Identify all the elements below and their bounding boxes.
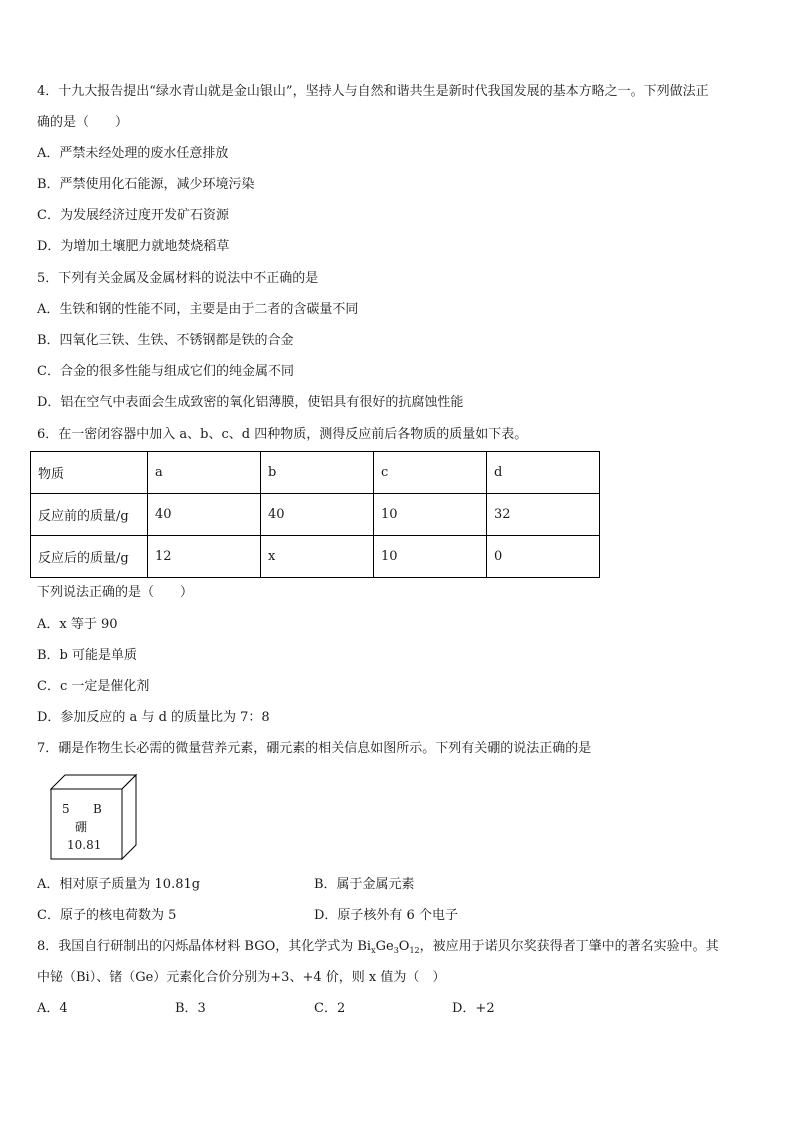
q8-option-b: B．3 (175, 1001, 206, 1016)
q8-ge: Ge (375, 939, 394, 954)
q7-option-b: B．属于金属元素 (314, 877, 415, 892)
q8-o: O (398, 939, 410, 954)
q6-stem: 6．在一密闭容器中加入 a、b、c、d 四种物质，测得反应前后各物质的质量如下表。 (37, 427, 528, 442)
q6-option-c: C．c 一定是催化剂 (37, 679, 150, 694)
q8-option-a: A．4 (37, 1001, 68, 1016)
q8-subscript-x: x (371, 946, 376, 955)
table-cell: c (374, 452, 487, 494)
q4-stem-line2: 确的是（ ） (37, 115, 129, 130)
q8-stem-line1 (37, 938, 719, 960)
table-cell: b (261, 452, 374, 494)
table-cell: 32 (487, 494, 600, 536)
q8-subscript-3: 3 (393, 946, 399, 955)
q7-option-a: A．相对原子质量为 10.81g (37, 877, 201, 892)
q8-option-d: D．+2 (452, 1001, 495, 1016)
table-cell: a (148, 452, 261, 494)
table-cell: 12 (148, 536, 261, 578)
table-row (31, 536, 600, 578)
table-cell: 反应后的质量/g (31, 536, 148, 578)
q8-stem-line2: 中铋（Bi）、锗（Ge）元素化合价分别为+3、+4 价，则 x 值为（ ） (37, 970, 446, 985)
q6-option-d: D．参加反应的 a 与 d 的质量比为 7：8 (37, 710, 270, 725)
table-cell: 反应前的质量/g (31, 494, 148, 536)
q4-option-a: A．严禁未经处理的废水任意排放 (37, 146, 229, 161)
q7-option-d: D．原子核外有 6 个电子 (314, 908, 458, 923)
q8-option-c: C．2 (314, 1001, 346, 1016)
q4-stem-line1: 4．十九大报告提出“绿水青山就是金山银山”，坚持人与自然和谐共生是新时代我国发展的基本方略之一。下列做法正 (37, 84, 709, 99)
q6-ask: 下列说法正确的是（ ） (37, 585, 194, 600)
table-cell: 40 (148, 494, 261, 536)
q7-option-c: C．原子的核电荷数为 5 (37, 908, 177, 923)
table-cell: 10 (374, 494, 487, 536)
table-cell: d (487, 452, 600, 494)
q4-option-c: C．为发展经济过度开发矿石资源 (37, 208, 229, 223)
table-cell: 10 (374, 536, 487, 578)
q4-option-d: D．为增加土壤肥力就地焚烧稻草 (37, 239, 230, 254)
element-number: 5 (62, 802, 70, 816)
mass-table (30, 451, 600, 578)
element-mass: 10.81 (67, 838, 102, 852)
element-cube (48, 773, 138, 863)
q8-stem-post: ，被应用于诺贝尔奖获得者丁肇中的著名实验中。其 (419, 939, 719, 954)
table-cell: 物质 (31, 452, 148, 494)
table-cell: 40 (261, 494, 374, 536)
q5-option-d: D．铝在空气中表面会生成致密的氧化铝薄膜，使铝具有很好的抗腐蚀性能 (37, 395, 464, 410)
q6-option-b: B．b 可能是单质 (37, 648, 138, 663)
q5-option-a: A．生铁和钢的性能不同，主要是由于二者的含碳量不同 (37, 302, 359, 317)
q5-option-c: C．合金的很多性能与组成它们的纯金属不同 (37, 364, 294, 379)
q5-stem: 5．下列有关金属及金属材料的说法中不正确的是 (37, 271, 319, 286)
table-cell: 0 (487, 536, 600, 578)
q7-stem: 7．硼是作物生长必需的微量营养元素，硼元素的相关信息如图所示。下列有关硼的说法正确的是 (37, 741, 592, 756)
q6-option-a: A．x 等于 90 (37, 617, 118, 632)
q8-stem-pre: 8．我国自行研制出的闪烁晶体材料 BGO，其化学式为 Bi (37, 939, 372, 954)
q4-option-b: B．严禁使用化石能源，减少环境污染 (37, 177, 255, 192)
q8-subscript-12: 12 (409, 946, 420, 955)
table-header-row (31, 452, 600, 494)
table-row (31, 494, 600, 536)
q5-option-b: B．四氧化三铁、生铁、不锈钢都是铁的合金 (37, 333, 294, 348)
element-name: 硼 (75, 820, 88, 834)
table-cell: x (261, 536, 374, 578)
element-symbol: B (93, 802, 102, 816)
